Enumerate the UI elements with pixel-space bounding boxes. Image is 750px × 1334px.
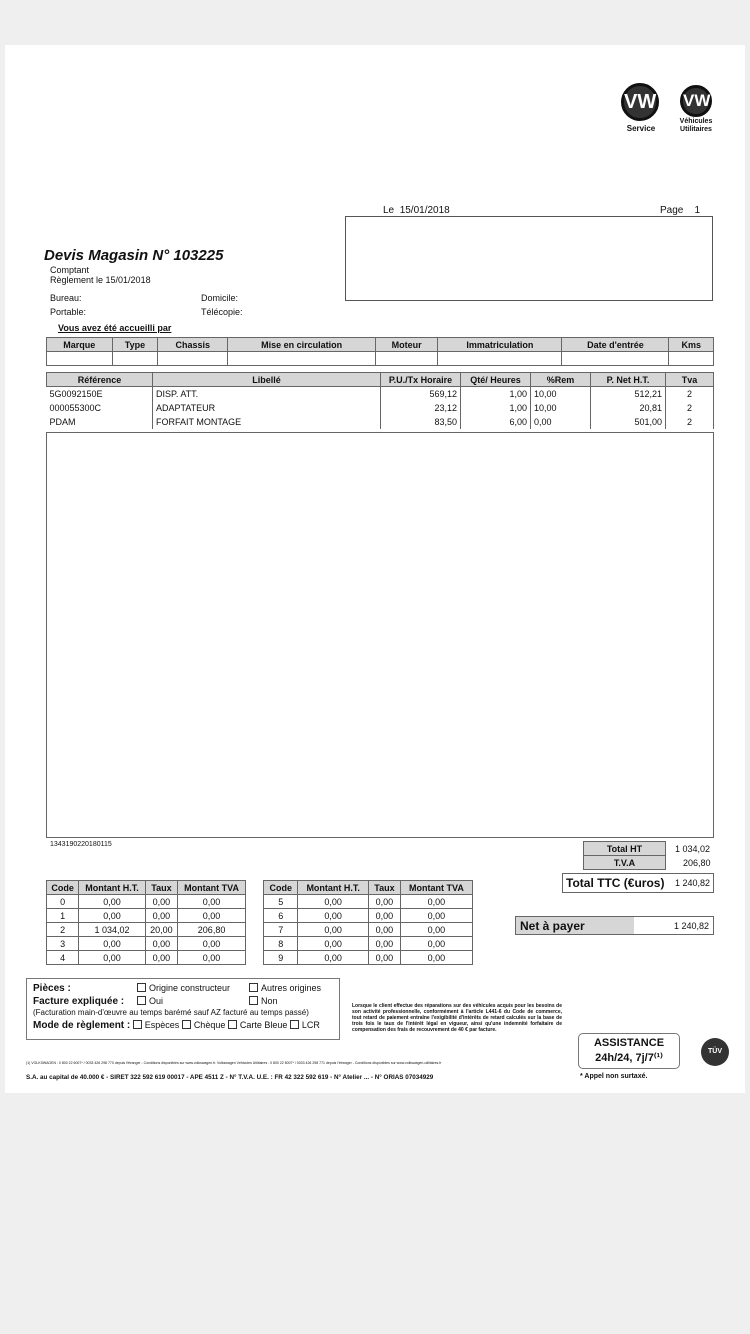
item-cell: 1,00 (461, 387, 531, 401)
vat-cell: 0,00 (298, 951, 369, 965)
vat-cell: 0,00 (145, 895, 177, 909)
assistance-hours: 24h/24, 7j/7⁽¹⁾ (595, 1052, 663, 1064)
item-cell: ADAPTATEUR (153, 401, 381, 415)
table-row (47, 415, 714, 429)
vat-row (47, 937, 246, 951)
vat-cell: 5 (264, 895, 298, 909)
total-ht-row (584, 842, 714, 856)
logo-mark: VW (683, 91, 711, 110)
items-empty-area (46, 432, 714, 838)
vehicle-cell (376, 352, 438, 366)
vat-cell: 0,00 (79, 951, 145, 965)
vat-header: Code (47, 881, 79, 895)
tva-label: T.V.A (584, 856, 666, 870)
vat-cell: 0,00 (368, 895, 400, 909)
item-cell: DISP. ATT. (153, 387, 381, 401)
date-value: 15/01/2018 (399, 205, 450, 216)
facturation-note: (Facturation main-d'œuvre au temps barémé sauf AZ facturé au temps passé) (33, 1008, 309, 1017)
vat-cell: 0,00 (368, 923, 400, 937)
page-label: Page (660, 205, 684, 216)
net-a-payer-label: Net à payer (520, 918, 585, 933)
table-row (47, 387, 714, 401)
tva-value: 206,80 (682, 857, 711, 868)
vat-cell: 0,00 (298, 923, 369, 937)
vw-utilitaires-logo (680, 85, 712, 117)
vat-cell: 0,00 (400, 937, 472, 951)
items-header: Libellé (153, 373, 381, 387)
total-ttc-row (562, 873, 714, 893)
utilitaires-label (670, 118, 722, 134)
vat-cell: 7 (264, 923, 298, 937)
assistance-title: ASSISTANCE (593, 1037, 665, 1049)
options-box (26, 978, 340, 1040)
facture-expliquee-label: Facture expliquée : (33, 996, 125, 1007)
vat-cell: 0,00 (400, 923, 472, 937)
vat-cell: 0,00 (298, 909, 369, 923)
item-cell: 501,00 (591, 415, 666, 429)
vat-cell: 6 (264, 909, 298, 923)
telecopie-label: Télécopie: (201, 307, 243, 317)
assistance-note: * Appel non surtaxé. (580, 1073, 648, 1080)
vat-header: Montant TVA (178, 881, 246, 895)
vat-header: Taux (145, 881, 177, 895)
vat-cell: 1 034,02 (79, 923, 145, 937)
vat-cell: 0,00 (178, 937, 246, 951)
assistance-box (578, 1033, 680, 1069)
items-table (46, 372, 714, 429)
legal-notice: Lorsque le client effectue des réparations sur des véhicules acquis pour les besoins de son activité professionnelle, conformément à l'article L441-6 du Code de commerce, tout retard de paiement entraîne l'exigibilité d'intérêts de retard calculés sur la base de trois fois le taux de l'intérêt légal en vigueur, ainsi qu'une indemnité forfaitaire de compensation des frais de recouvrement de 40 € par facture. (352, 1003, 562, 1033)
mode-reglement-label: Mode de règlement : (33, 1020, 131, 1031)
vat-cell: 0,00 (178, 951, 246, 965)
items-header: P. Net H.T. (591, 373, 666, 387)
item-cell: 2 (666, 415, 714, 429)
vat-cell: 206,80 (178, 923, 246, 937)
document-title: Devis Magasin N° 103225 (44, 247, 224, 264)
date-label: Le (383, 205, 395, 216)
vat-cell: 0 (47, 895, 79, 909)
vat-cell: 0,00 (178, 895, 246, 909)
item-cell: 2 (666, 387, 714, 401)
vat-cell: 0,00 (79, 895, 145, 909)
footer-company-line: S.A. au capital de 40.000 € - SIRET 322 592 619 00017 - APE 4511 Z - N° T.V.A. U.E. : FR 42 322 592 619 - N° Atelier ... - N° ORIAS 07034929 (26, 1074, 434, 1081)
vat-cell: 0,00 (145, 909, 177, 923)
vat-table-left (46, 880, 246, 965)
vat-cell: 1 (47, 909, 79, 923)
vehicle-cell (158, 352, 228, 366)
settlement-date: Règlement le 15/01/2018 (50, 275, 151, 285)
tuv-seal-icon: TÜV (701, 1038, 729, 1066)
utilitaires-line1: Véhicules (679, 118, 713, 125)
total-ht-value: 1 034,02 (674, 843, 710, 854)
vehicle-data-row (47, 352, 714, 366)
item-cell: 569,12 (381, 387, 461, 401)
carte-bleue-checkbox[interactable]: Carte Bleue (228, 1020, 288, 1030)
item-cell: 6,00 (461, 415, 531, 429)
payment-info (50, 265, 151, 285)
vat-header-row (47, 881, 246, 895)
vat-cell: 0,00 (178, 909, 246, 923)
vat-cell: 0,00 (79, 909, 145, 923)
vat-cell: 2 (47, 923, 79, 937)
page-value: 1 (694, 205, 701, 216)
portable-label: Portable: (50, 307, 87, 317)
vat-cell: 9 (264, 951, 298, 965)
item-cell: 512,21 (591, 387, 666, 401)
total-ttc-value: 1 240,82 (674, 878, 710, 888)
item-cell: FORFAIT MONTAGE (153, 415, 381, 429)
vehicle-header: Chassis (158, 338, 228, 352)
vat-header: Taux (368, 881, 400, 895)
vat-cell: 0,00 (400, 895, 472, 909)
logo-mark: VW (624, 91, 657, 113)
pieces-label: Pièces : (33, 983, 71, 994)
item-cell: 2 (666, 401, 714, 415)
vat-cell: 0,00 (145, 951, 177, 965)
vat-row (264, 951, 473, 965)
vehicle-cell (562, 352, 669, 366)
footer-phone-line: (1) VOLKSWAGEN : 0 800 22 6007* / 0033 426 298 770 depuis l'étranger - Conditions disponibles sur www.volkswagen.fr. Volkswagen Véhicules Utilitaires : 0 800 22 6007* / 0033 426 298 771 depuis l'étranger - Conditions disponibles sur www.volkswagen-utilitaires.fr (26, 1061, 442, 1065)
vat-row (264, 895, 473, 909)
barcode-number: 1343190220180115 (50, 841, 112, 848)
vat-cell: 0,00 (400, 909, 472, 923)
vat-row (264, 937, 473, 951)
total-ttc-label: Total TTC (€uros) (566, 876, 665, 890)
vehicle-cell (438, 352, 562, 366)
vat-row (264, 923, 473, 937)
item-cell: 0,00 (531, 415, 591, 429)
net-a-payer-value: 1 240,82 (673, 920, 709, 931)
items-header: Qté/ Heures (461, 373, 531, 387)
items-header: Tva (666, 373, 714, 387)
page-number (660, 205, 700, 216)
vat-cell: 0,00 (145, 937, 177, 951)
item-cell: PDAM (47, 415, 153, 429)
vat-row (47, 895, 246, 909)
item-cell: 83,50 (381, 415, 461, 429)
service-label: Service (626, 124, 656, 133)
vat-cell: 0,00 (298, 937, 369, 951)
total-ht-label: Total HT (584, 842, 666, 856)
quote-document (5, 45, 745, 1093)
vat-cell: 0,00 (368, 937, 400, 951)
customer-address-box (345, 216, 713, 301)
vehicle-cell (669, 352, 714, 366)
vat-header: Montant TVA (400, 881, 472, 895)
origine-constructeur-checkbox[interactable]: Origine constructeur (137, 982, 249, 994)
vat-cell: 0,00 (298, 895, 369, 909)
item-cell: 10,00 (531, 401, 591, 415)
vehicle-header-row (47, 338, 714, 352)
vat-cell: 20,00 (145, 923, 177, 937)
vat-cell: 4 (47, 951, 79, 965)
totals-table (583, 841, 714, 870)
vat-cell: 0,00 (368, 909, 400, 923)
vat-header-row (264, 881, 473, 895)
vat-header: Montant H.T. (298, 881, 369, 895)
item-cell: 10,00 (531, 387, 591, 401)
vat-header: Code (264, 881, 298, 895)
item-cell: 5G0092150E (47, 387, 153, 401)
vat-header: Montant H.T. (79, 881, 145, 895)
especes-checkbox[interactable]: Espèces (133, 1020, 180, 1030)
vehicle-header: Moteur (376, 338, 438, 352)
vehicle-header: Immatriculation (438, 338, 562, 352)
item-cell: 20,81 (591, 401, 666, 415)
tva-row (584, 856, 714, 870)
vehicle-cell (47, 352, 113, 366)
items-header: Référence (47, 373, 153, 387)
date (383, 205, 450, 216)
item-cell: 23,12 (381, 401, 461, 415)
cheque-checkbox[interactable]: Chèque (182, 1020, 226, 1030)
vat-cell: 0,00 (368, 951, 400, 965)
vat-cell: 0,00 (400, 951, 472, 965)
item-cell: 000055300C (47, 401, 153, 415)
vehicle-header: Marque (47, 338, 113, 352)
table-row (47, 401, 714, 415)
domicile-label: Domicile: (201, 293, 239, 303)
items-header: P.U./Tx Horaire (381, 373, 461, 387)
payment-type: Comptant (50, 265, 90, 275)
items-header: %Rem (531, 373, 591, 387)
vehicle-cell (112, 352, 158, 366)
vat-cell: 8 (264, 937, 298, 951)
vat-row (264, 909, 473, 923)
vehicle-header: Mise en circulation (228, 338, 376, 352)
vehicle-header: Type (112, 338, 158, 352)
utilitaires-line2: Utilitaires (680, 126, 712, 133)
non-checkbox[interactable]: Non (249, 996, 278, 1006)
vat-table-right (263, 880, 473, 965)
vw-service-logo (621, 83, 659, 121)
net-a-payer-row (515, 916, 714, 935)
vehicle-header: Date d'entrée (562, 338, 669, 352)
items-header-row (47, 373, 714, 387)
vehicle-table (46, 337, 714, 366)
item-cell: 1,00 (461, 401, 531, 415)
oui-checkbox[interactable]: Oui (137, 995, 249, 1007)
accueil-label: Vous avez été accueilli par (58, 323, 172, 333)
bureau-label: Bureau: (50, 293, 82, 303)
vehicle-cell (228, 352, 376, 366)
vat-row (47, 951, 246, 965)
vat-cell: 0,00 (79, 937, 145, 951)
vat-row (47, 909, 246, 923)
lcr-checkbox[interactable]: LCR (290, 1020, 320, 1030)
vat-cell: 3 (47, 937, 79, 951)
vat-row (47, 923, 246, 937)
autres-origines-checkbox[interactable]: Autres origines (249, 983, 321, 993)
vehicle-header: Kms (669, 338, 714, 352)
